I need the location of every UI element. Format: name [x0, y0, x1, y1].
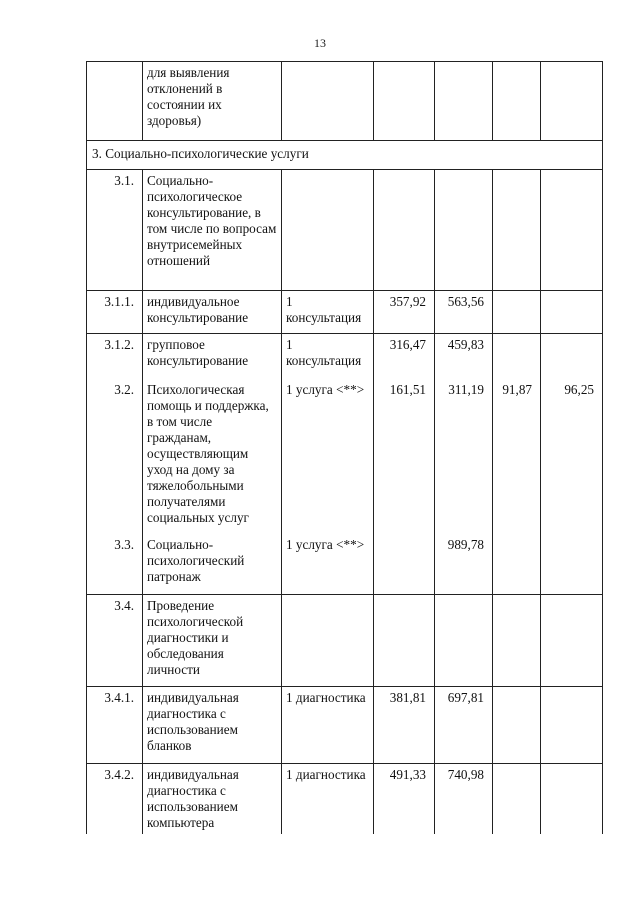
value-cell [541, 62, 603, 141]
table-row [87, 379, 603, 534]
value-cell: 740,98 [435, 764, 493, 834]
value-cell: 989,78 [435, 534, 493, 595]
code-cell: 3.2. [87, 379, 143, 534]
value-cell [435, 170, 493, 291]
value-cell: 161,51 [374, 379, 435, 534]
table-row [87, 534, 603, 595]
unit-cell: 1 услуга <**> [282, 379, 374, 534]
value-cell [493, 687, 541, 764]
value-cell [493, 291, 541, 334]
value-cell [374, 170, 435, 291]
table-row [87, 764, 603, 834]
value-cell [493, 595, 541, 687]
table-row [87, 170, 603, 291]
value-cell: 459,83 [435, 334, 493, 379]
service-name-cell: групповое консультирование [143, 334, 282, 379]
value-cell [435, 62, 493, 141]
value-cell [541, 764, 603, 834]
unit-cell: 1 диагностика [282, 764, 374, 834]
service-name-cell: Проведение психологической диагностики и обследования личности [143, 595, 282, 687]
unit-cell [282, 62, 374, 141]
value-cell: 381,81 [374, 687, 435, 764]
code-cell: 3.1.1. [87, 291, 143, 334]
unit-cell: 1 услуга <**> [282, 534, 374, 595]
unit-cell: 1 консультация [282, 334, 374, 379]
value-cell [493, 764, 541, 834]
value-cell: 491,33 [374, 764, 435, 834]
value-cell [493, 62, 541, 141]
service-name-cell: индивидуальная диагностика с использованием бланков [143, 687, 282, 764]
table-row [87, 334, 603, 379]
section-row [87, 141, 603, 170]
code-cell: 3.1. [87, 170, 143, 291]
code-cell: 3.1.2. [87, 334, 143, 379]
value-cell [541, 170, 603, 291]
value-cell: 563,56 [435, 291, 493, 334]
unit-cell: 1 консультация [282, 291, 374, 334]
value-cell [435, 595, 493, 687]
service-name-cell: индивидуальное консультирование [143, 291, 282, 334]
code-cell: 3.3. [87, 534, 143, 595]
service-name-cell: для выявления отклонений в состоянии их здоровья) [143, 62, 282, 141]
table-row [87, 62, 603, 141]
value-cell [493, 334, 541, 379]
value-cell [541, 534, 603, 595]
service-name-cell: индивидуальная диагностика с использованием компьютера [143, 764, 282, 834]
value-cell [493, 170, 541, 291]
value-cell: 316,47 [374, 334, 435, 379]
value-cell [541, 687, 603, 764]
unit-cell [282, 170, 374, 291]
value-cell [541, 291, 603, 334]
code-cell: 3.4. [87, 595, 143, 687]
value-cell [493, 534, 541, 595]
value-cell [541, 334, 603, 379]
unit-cell: 1 диагностика [282, 687, 374, 764]
code-cell [87, 62, 143, 141]
section-title-cell: 3. Социально-психологические услуги [87, 141, 603, 170]
service-name-cell: Социально-психологическое консультирование, в том числе по вопросам внутрисемейных отношений [143, 170, 282, 291]
tariff-table [86, 61, 603, 834]
value-cell [374, 534, 435, 595]
service-name-cell: Социально-психологический патронаж [143, 534, 282, 595]
code-cell: 3.4.1. [87, 687, 143, 764]
table-row [87, 687, 603, 764]
value-cell [374, 62, 435, 141]
code-cell: 3.4.2. [87, 764, 143, 834]
value-cell: 91,87 [493, 379, 541, 534]
value-cell: 96,25 [541, 379, 603, 534]
table-row [87, 595, 603, 687]
value-cell: 357,92 [374, 291, 435, 334]
page-number: 13 [314, 36, 326, 50]
table-row [87, 291, 603, 334]
value-cell: 311,19 [435, 379, 493, 534]
value-cell [374, 595, 435, 687]
value-cell: 697,81 [435, 687, 493, 764]
value-cell [541, 595, 603, 687]
service-name-cell: Психологическая помощь и поддержка, в том числе гражданам, осуществляющим уход на дому за тяжелобольными получателями социальных услуг [143, 379, 282, 534]
unit-cell [282, 595, 374, 687]
